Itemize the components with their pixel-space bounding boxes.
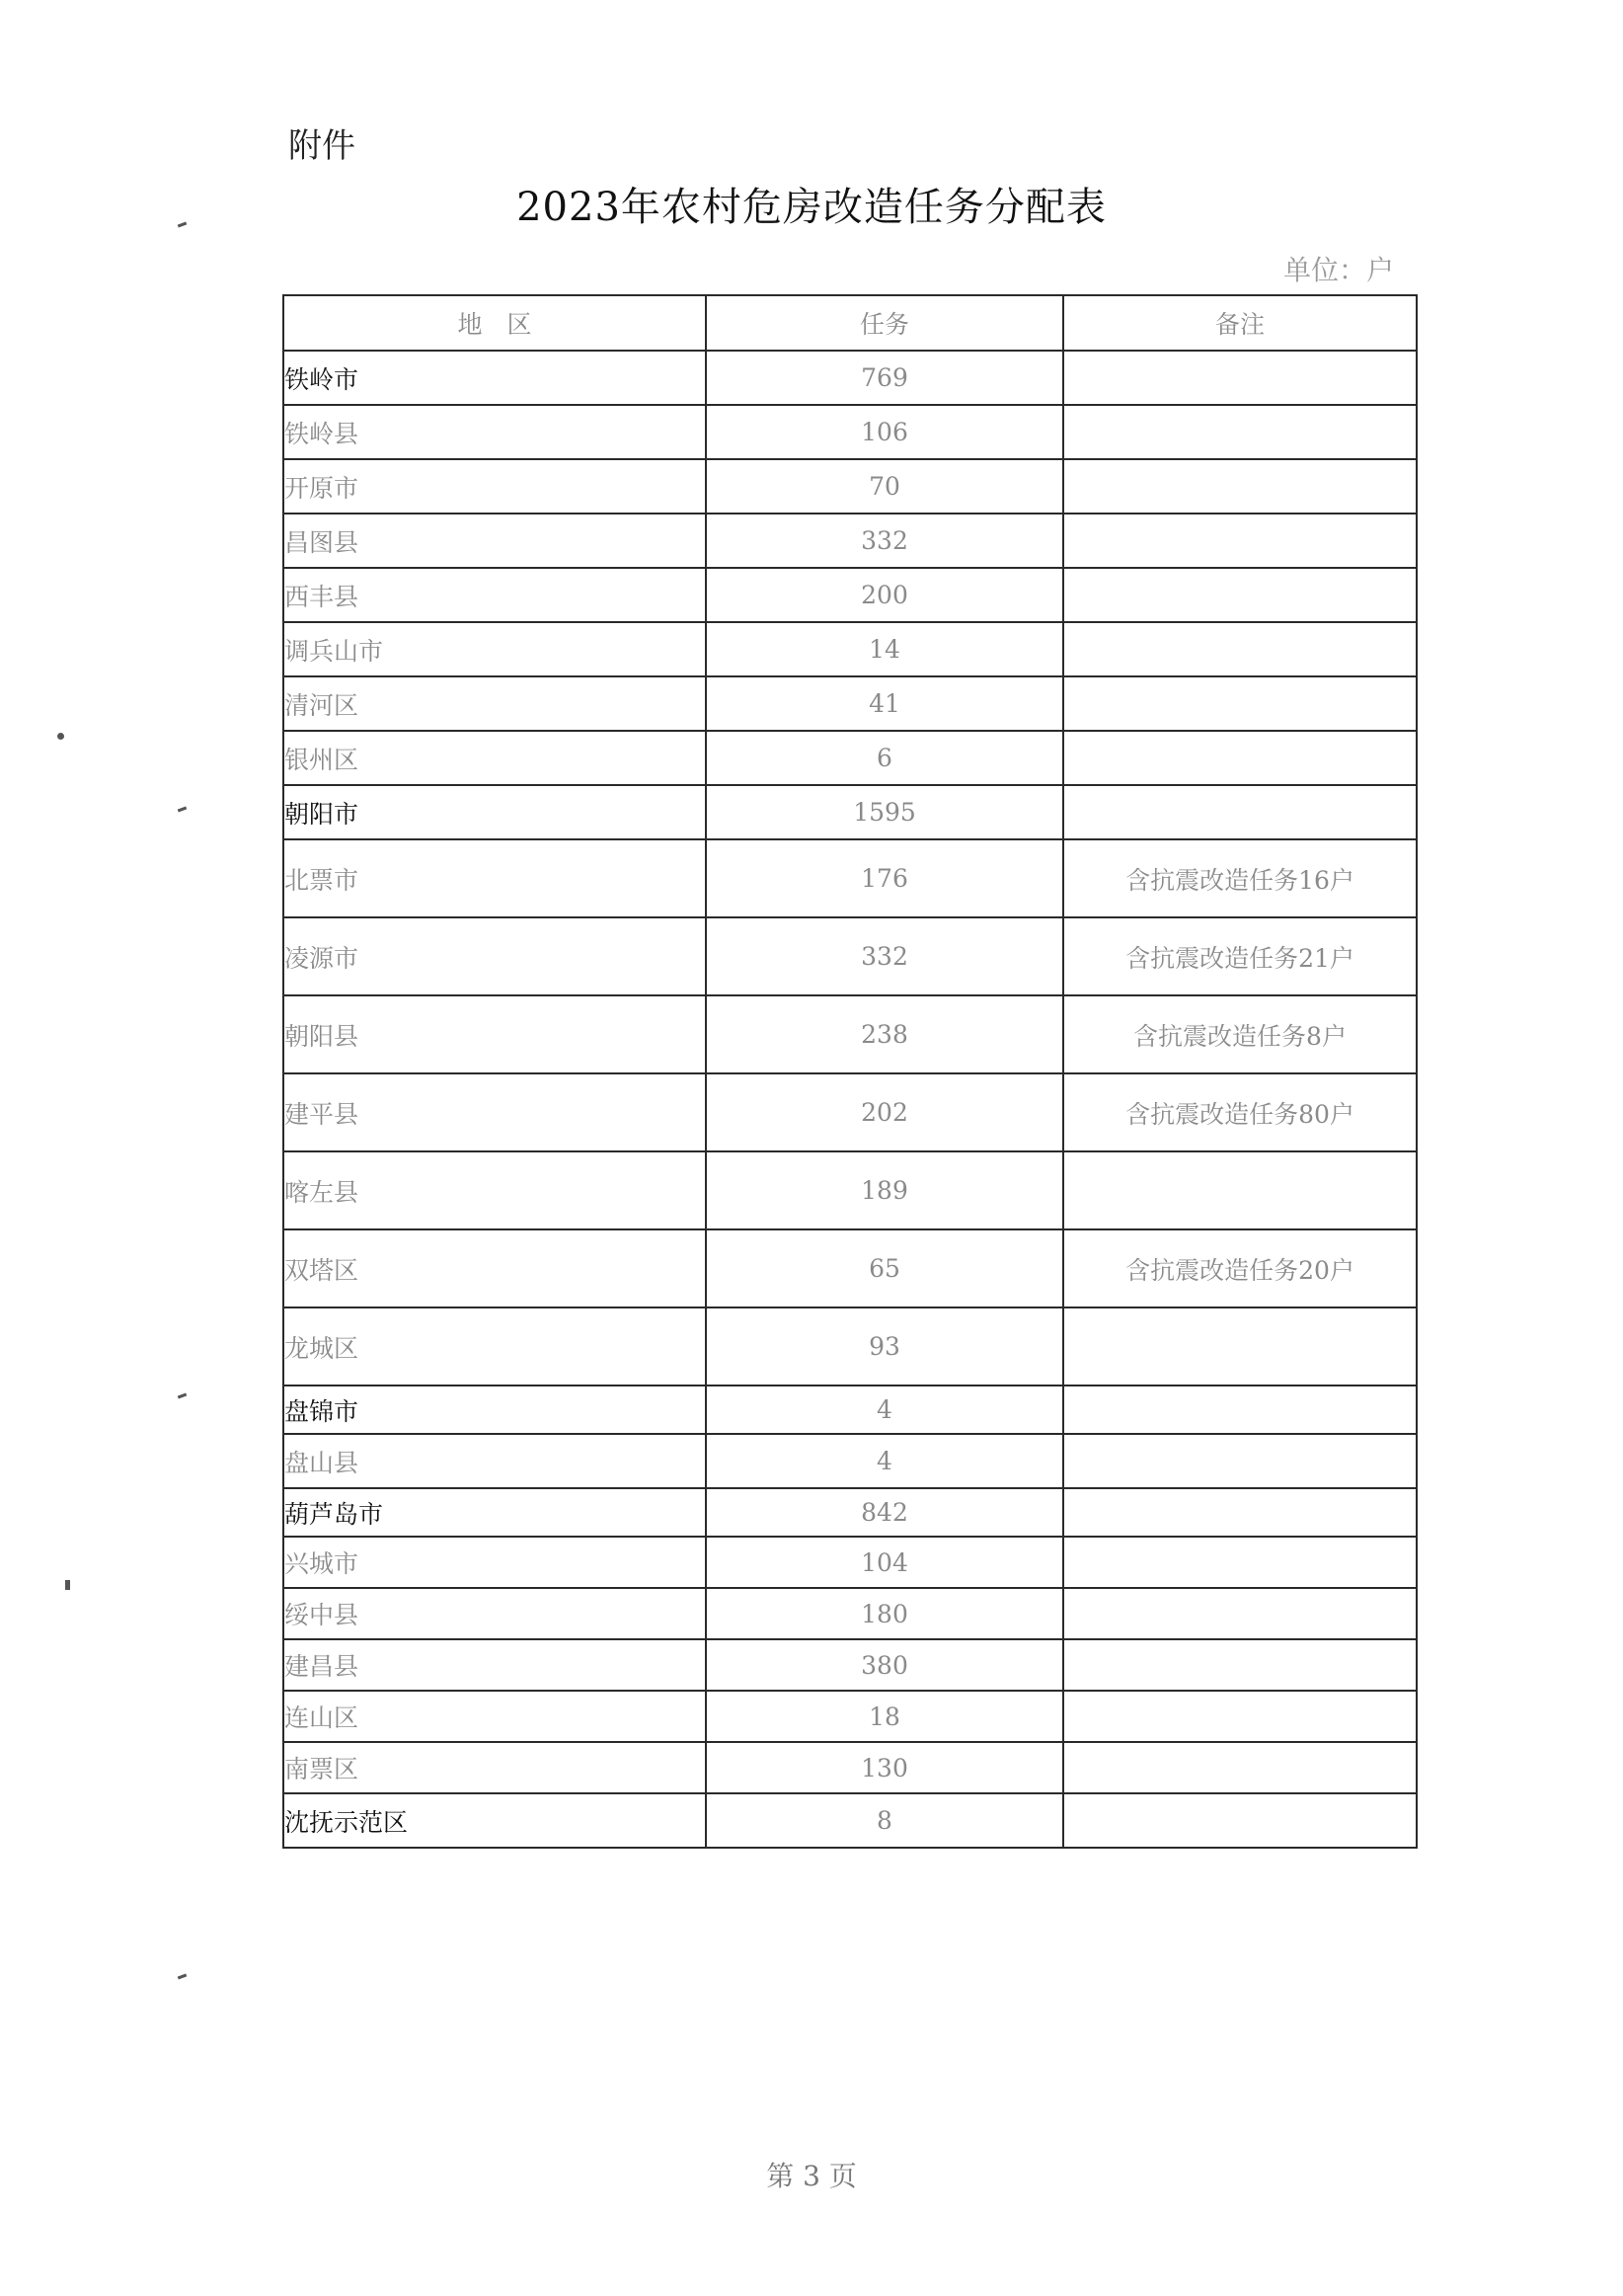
task-cell: 180 [706, 1588, 1063, 1639]
subregion-name-cell: 双塔区 [283, 1229, 706, 1307]
task-cell: 65 [706, 1229, 1063, 1307]
header-task: 任务 [706, 295, 1063, 351]
task-cell: 4 [706, 1434, 1063, 1488]
task-cell: 106 [706, 405, 1063, 459]
subregion-name-cell: 铁岭县 [283, 405, 706, 459]
subregion-name-cell: 清河区 [283, 676, 706, 731]
task-cell: 842 [706, 1488, 1063, 1537]
note-cell [1063, 731, 1417, 785]
header-note: 备注 [1063, 295, 1417, 351]
table-row [283, 676, 1417, 731]
note-cell: 含抗震改造任务21户 [1063, 917, 1417, 995]
table-row [283, 1742, 1417, 1793]
table-row [283, 1151, 1417, 1229]
task-cell: 130 [706, 1742, 1063, 1793]
note-cell [1063, 351, 1417, 405]
table-row [283, 1488, 1417, 1537]
task-cell: 18 [706, 1691, 1063, 1742]
subregion-name-cell: 凌源市 [283, 917, 706, 995]
task-cell: 769 [706, 351, 1063, 405]
note-cell: 含抗震改造任务20户 [1063, 1229, 1417, 1307]
table-row [283, 995, 1417, 1073]
task-cell: 8 [706, 1793, 1063, 1848]
task-cell: 4 [706, 1386, 1063, 1434]
note-cell: 含抗震改造任务16户 [1063, 839, 1417, 917]
region-name-cell: 盘锦市 [283, 1386, 706, 1434]
note-cell [1063, 1588, 1417, 1639]
allocation-table [282, 294, 1418, 1849]
note-cell [1063, 405, 1417, 459]
table-row [283, 514, 1417, 568]
task-cell: 200 [706, 568, 1063, 622]
subregion-name-cell: 喀左县 [283, 1151, 706, 1229]
table-row [283, 839, 1417, 917]
subregion-name-cell: 朝阳县 [283, 995, 706, 1073]
scan-speck [65, 1580, 70, 1590]
task-cell: 189 [706, 1151, 1063, 1229]
table-row [283, 1073, 1417, 1151]
subregion-name-cell: 调兵山市 [283, 622, 706, 676]
note-cell [1063, 1691, 1417, 1742]
note-cell [1063, 1386, 1417, 1434]
note-cell [1063, 1488, 1417, 1537]
subregion-name-cell: 开原市 [283, 459, 706, 514]
subregion-name-cell: 兴城市 [283, 1537, 706, 1588]
note-cell [1063, 1151, 1417, 1229]
task-cell: 332 [706, 917, 1063, 995]
table-row [283, 917, 1417, 995]
note-cell [1063, 622, 1417, 676]
table-row [283, 568, 1417, 622]
table-row [283, 622, 1417, 676]
subregion-name-cell: 建昌县 [283, 1639, 706, 1691]
note-cell [1063, 459, 1417, 514]
task-cell: 332 [706, 514, 1063, 568]
note-cell [1063, 785, 1417, 839]
task-cell: 14 [706, 622, 1063, 676]
table-row [283, 1434, 1417, 1488]
note-cell [1063, 1742, 1417, 1793]
table-row [283, 405, 1417, 459]
table-row [283, 1588, 1417, 1639]
subregion-name-cell: 绥中县 [283, 1588, 706, 1639]
subregion-name-cell: 盘山县 [283, 1434, 706, 1488]
task-cell: 6 [706, 731, 1063, 785]
subregion-name-cell: 西丰县 [283, 568, 706, 622]
table-row [283, 731, 1417, 785]
region-name-cell: 铁岭市 [283, 351, 706, 405]
note-cell: 含抗震改造任务80户 [1063, 1073, 1417, 1151]
scan-speck [57, 733, 64, 740]
subregion-name-cell: 建平县 [283, 1073, 706, 1151]
subregion-name-cell: 银州区 [283, 731, 706, 785]
table-row [283, 1639, 1417, 1691]
task-cell: 41 [706, 676, 1063, 731]
table-body [283, 351, 1417, 1848]
page-title: 2023年农村危房改造任务分配表 [516, 185, 1107, 230]
region-name-cell: 沈抚示范区 [283, 1793, 706, 1848]
task-cell: 104 [706, 1537, 1063, 1588]
scan-speck [178, 1974, 187, 1980]
task-cell: 70 [706, 459, 1063, 514]
table-row [283, 785, 1417, 839]
task-cell: 238 [706, 995, 1063, 1073]
note-cell [1063, 1639, 1417, 1691]
table-row [283, 1537, 1417, 1588]
task-cell: 93 [706, 1307, 1063, 1386]
table-row [283, 351, 1417, 405]
page-number: 第 3 页 [766, 2160, 857, 2192]
table-row [283, 1793, 1417, 1848]
note-cell [1063, 568, 1417, 622]
table-header-row [283, 295, 1417, 351]
task-cell: 380 [706, 1639, 1063, 1691]
subregion-name-cell: 北票市 [283, 839, 706, 917]
attachment-label: 附件 [288, 126, 355, 166]
task-cell: 176 [706, 839, 1063, 917]
task-cell: 202 [706, 1073, 1063, 1151]
unit-label: 单位：户 [1283, 254, 1395, 286]
subregion-name-cell: 昌图县 [283, 514, 706, 568]
table-row [283, 1691, 1417, 1742]
table-row [283, 459, 1417, 514]
note-cell [1063, 1537, 1417, 1588]
table-row [283, 1307, 1417, 1386]
note-cell [1063, 676, 1417, 731]
header-region: 地 区 [283, 295, 706, 351]
scan-speck [178, 807, 187, 813]
subregion-name-cell: 龙城区 [283, 1307, 706, 1386]
task-cell: 1595 [706, 785, 1063, 839]
note-cell [1063, 1434, 1417, 1488]
region-name-cell: 朝阳市 [283, 785, 706, 839]
region-name-cell: 葫芦岛市 [283, 1488, 706, 1537]
note-cell [1063, 514, 1417, 568]
subregion-name-cell: 连山区 [283, 1691, 706, 1742]
scan-speck [178, 1393, 187, 1399]
note-cell [1063, 1793, 1417, 1848]
note-cell: 含抗震改造任务8户 [1063, 995, 1417, 1073]
table-row [283, 1386, 1417, 1434]
note-cell [1063, 1307, 1417, 1386]
subregion-name-cell: 南票区 [283, 1742, 706, 1793]
table-row [283, 1229, 1417, 1307]
